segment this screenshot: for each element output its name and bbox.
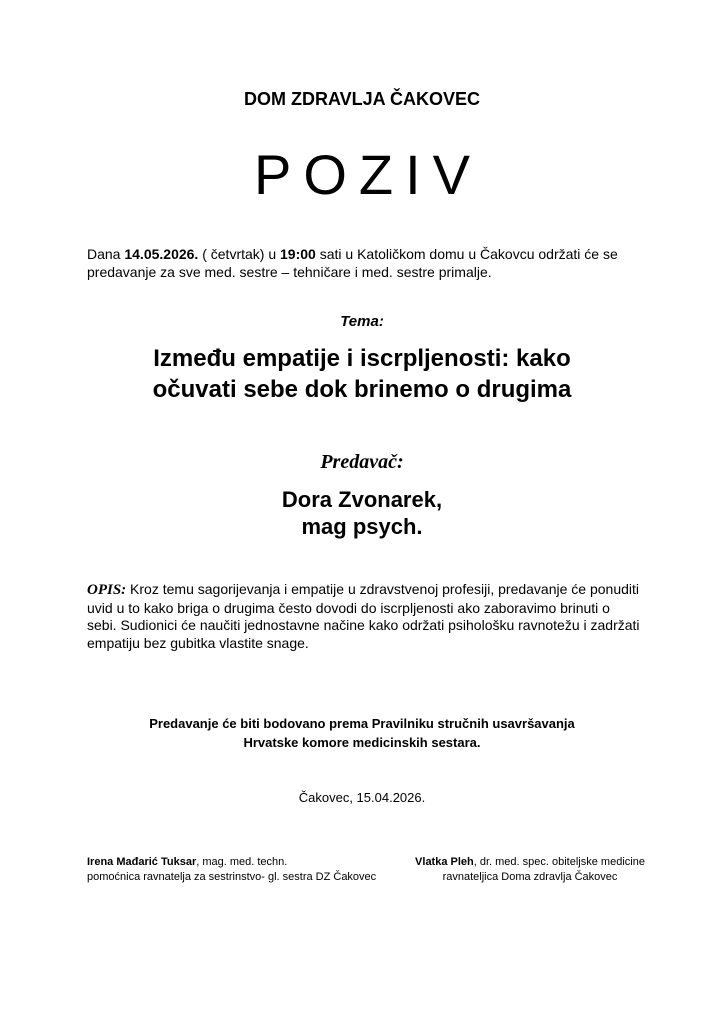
signature-left-name: Irena Mađarić Tuksar xyxy=(87,856,197,868)
description-paragraph xyxy=(87,581,643,652)
speaker-name-line-2: mag psych. xyxy=(301,514,423,539)
speaker-name xyxy=(0,486,724,540)
topic-title xyxy=(60,343,664,405)
organization-name: DOM ZDRAVLJA ČAKOVEC xyxy=(243,89,480,109)
intro-paragraph xyxy=(87,245,647,281)
accreditation-line-1: Predavanje će biti bodovano prema Pravilniku stručnih usavršavanja xyxy=(149,716,575,731)
signature-right-name: Vlatka Pleh xyxy=(415,856,474,868)
description-label: OPIS: xyxy=(87,582,127,598)
event-time: 19:00 xyxy=(280,246,316,262)
signature-right xyxy=(400,855,660,885)
topic-label: Tema: xyxy=(340,313,384,330)
topic-line-2: očuvati sebe dok brinemo o drugima xyxy=(152,376,572,403)
intro-text-1: Dana xyxy=(87,246,125,262)
signature-left-role: pomoćnica ravnatelja za sestrinstvo- gl. sestra DZ Čakovec xyxy=(87,871,377,883)
signature-right-name-line xyxy=(400,855,660,870)
topic-line-1: Između empatije i iscrpljenosti: kako xyxy=(153,345,571,372)
speaker-name-line-1: Dora Zvonarek, xyxy=(281,487,443,512)
signature-left-title: , mag. med. techn. xyxy=(196,856,288,868)
description-text: Kroz temu sagorijevanja i empatije u zdravstvenoj profesiji, predavanje će ponuditi uvid u to kako briga o drugima često dovodi do iscrpljenosti ako zaboravimo brinuti o sebi. Sudionici će naučiti jednostavne načine kako održati psihološku ravnotežu i zadržati empatiju bez gubitka vlastite snage. xyxy=(87,581,640,651)
intro-text-2: ( četvrtak) u xyxy=(198,246,281,262)
intro-text-3: sati u Katoličkom domu u Čakovcu održati će se predavanje za sve med. sestre – tehničare i med. sestre primalje. xyxy=(87,246,618,280)
place-and-date: Čakovec, 15.04.2026. xyxy=(298,790,426,805)
accreditation-line-2: Hrvatske komore medicinskih sestara. xyxy=(243,735,481,750)
signature-right-role: ravnateljica Doma zdravlja Čakovec xyxy=(442,871,618,883)
document-title: POZIV xyxy=(253,143,483,206)
event-date: 14.05.2026. xyxy=(124,246,199,262)
signature-left xyxy=(87,855,387,885)
signature-left-name-line xyxy=(87,855,387,870)
accreditation-note xyxy=(0,714,724,752)
speaker-label: Predavač: xyxy=(320,451,404,473)
signature-right-title: , dr. med. spec. obiteljske medicine xyxy=(473,856,645,868)
